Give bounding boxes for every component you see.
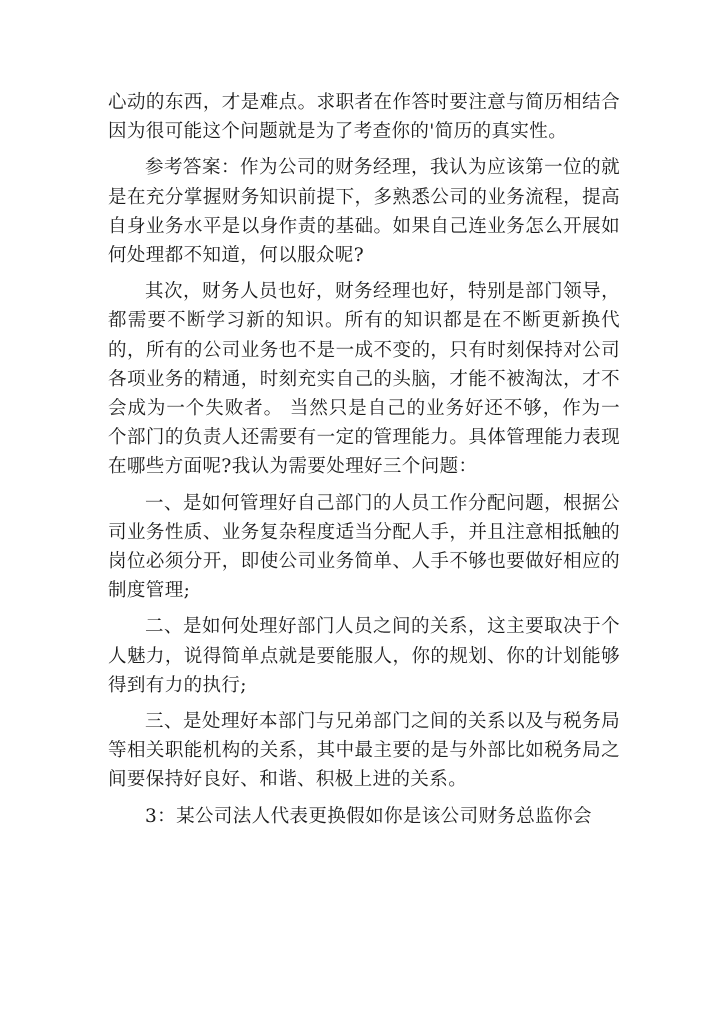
paragraph-2: 参考答案：作为公司的财务经理，我认为应该第一位的就是在充分掌握财务知识前提下，多熟悉公司的业务流程，提高自身业务水平是以身作责的基础。如果自己连业务怎么开展如何处理都不知道，何以服众呢?	[108, 157, 620, 267]
paragraph-3: 其次，财务人员也好，财务经理也好，特别是部门领导，都需要不断学习新的知识。所有的知识都是在不断更新换代的，所有的公司业务也不是一成不变的，只有时刻保持对公司各项业务的精通，时刻充实自己的头脑，才能不被淘汰，才不会成为一个失败者。 当然只是自己的业务好还不够，作为一个部门的负责人还需要有一定的管理能力。具体管理能力表现在哪些方面呢?我认为需要处理好三个问题：	[108, 281, 620, 478]
document-body	[108, 88, 620, 838]
paragraph-6: 三、是处理好本部门与兄弟部门之间的关系以及与税务局等相关职能机构的关系，其中最主要的是与外部比如税务局之间要保持好良好、和谐、积极上进的关系。	[108, 711, 620, 791]
paragraph-7: 3：某公司法人代表更换假如你是该公司财务总监你会	[145, 805, 592, 827]
paragraph-4: 一、是如何管理好自己部门的人员工作分配问题，根据公司业务性质、业务复杂程度适当分配人手，并且注意相抵触的岗位必须分开，即使公司业务简单、人手不够也要做好相应的制度管理;	[108, 492, 620, 602]
paragraph-1: 心动的东西，才是难点。求职者在作答时要注意与简历相结合因为很可能这个问题就是为了考查你的'简历的真实性。	[108, 92, 620, 143]
paragraph-5: 二、是如何处理好部门人员之间的关系，这主要取决于个人魅力，说得简单点就是要能服人，你的规划、你的计划能够得到有力的执行;	[108, 616, 620, 696]
